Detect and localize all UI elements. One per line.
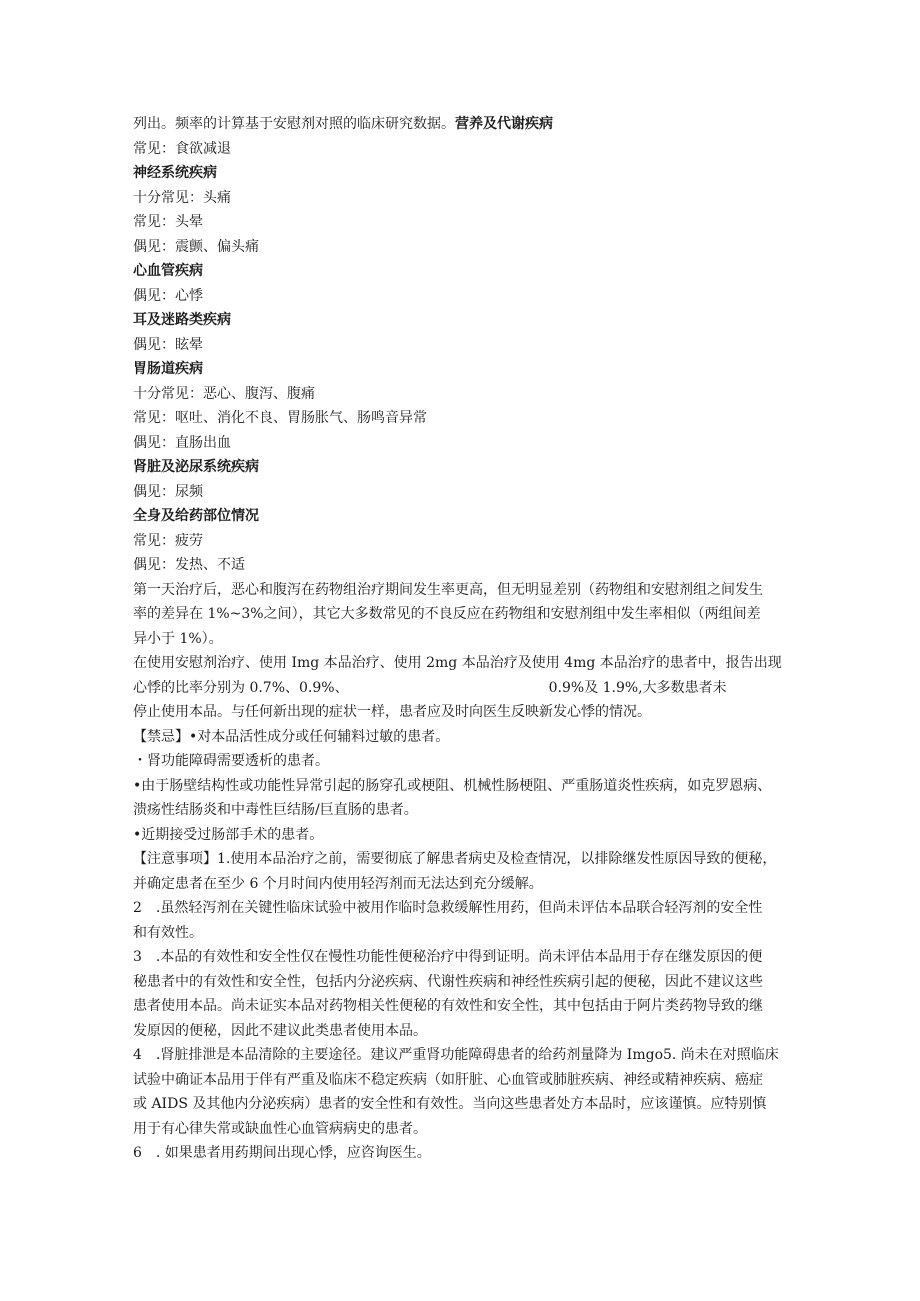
intro-text: 列出。频率的计算基于安慰剂对照的临床研究数据。 xyxy=(133,116,455,132)
precaution-line: 用于有心律失常或缺血性心血管病病史的患者。 xyxy=(133,1120,427,1137)
para1-line: 异小于 1%）。 xyxy=(133,630,223,647)
contraindication-line: 溃疡性结肠炎和中毒性巨结肠/巨直肠的患者。 xyxy=(133,802,418,818)
nervous-item: 十分常见：头痛 xyxy=(133,189,231,206)
para1-line: 第一天治疗后，恶心和腹泻在药物组治疗期间发生率更高，但无明显差别（药物组和安慰剂组之间发生 xyxy=(133,581,763,598)
general-item: 常见：疲劳 xyxy=(133,532,203,549)
para2-line xyxy=(133,676,803,701)
heading-ear: 耳及迷路类疾病 xyxy=(133,312,231,328)
precaution-line: 并确定患者在至少 6 个月时间内使用轻泻剂而无法达到充分缓解。 xyxy=(133,875,543,892)
para2-rates-a: 心悸的比率分别为 0.7%、0.9%、 xyxy=(133,679,349,696)
gi-item: 偶见：直肠出血 xyxy=(133,434,231,451)
precaution-line: 发原因的便秘，因此不建议此类患者使用本品。 xyxy=(133,1022,427,1039)
cardio-item: 偶见：心悸 xyxy=(133,287,203,304)
gi-item: 常见：呕吐、消化不良、胃肠胀气、肠鸣音异常 xyxy=(133,410,427,426)
contraindication-line: 【禁忌】•对本品活性成分或任何辅料过敏的患者。 xyxy=(133,728,450,745)
heading-gi: 胃肠道疾病 xyxy=(133,361,203,377)
general-item: 偶见：发热、不适 xyxy=(133,557,245,573)
precaution-line: 和有效性。 xyxy=(133,924,203,941)
heading-renal: 肾脏及泌尿系统疾病 xyxy=(133,459,259,475)
para2-line: 停止使用本品。与任何新出现的症状一样，患者应及时向医生反映新发心悸的情况。 xyxy=(133,704,651,720)
contraindication-line: ・肾功能障碍需要透析的患者。 xyxy=(133,753,329,769)
heading-metabolism: 营养及代谢疾病 xyxy=(455,116,553,132)
gi-item: 十分常见：恶心、腹泻、腹痛 xyxy=(133,385,315,402)
precaution-line: 试验中确证本品用于伴有严重及临床不稳定疾病（如肝脏、心血管或肺脏疾病、神经或精神疾病、癌症 xyxy=(133,1071,763,1088)
intro-line xyxy=(133,112,803,137)
heading-cardio: 心血管疾病 xyxy=(133,263,203,279)
precaution-line: 患者使用本品。尚未证实本品对药物相关性便秘的有效性和安全性，其中包括由于阿片类药物导致的继 xyxy=(133,998,763,1014)
contraindication-line: •由于肠壁结构性或功能性异常引起的肠穿孔或梗阻、机械性肠梗阻、严重肠道炎性疾病，如克罗恩病、 xyxy=(133,777,772,794)
heading-nervous: 神经系统疾病 xyxy=(133,165,217,181)
para1-line: 率的差异在 1%~3%之间），其它大多数常见的不良反应在药物组和安慰剂组中发生率相似（两组间差 xyxy=(133,606,761,622)
document-page xyxy=(133,112,803,1166)
precaution-line: 4 .肾脏排泄是本品清除的主要途径。建议严重肾功能障碍患者的给药剂量降为 Imgo5. 尚未在对照临床 xyxy=(133,1047,779,1063)
precaution-line: 秘患者中的有效性和安全性，包括内分泌疾病、代谢性疾病和神经性疾病引起的便秘，因此不建议这些 xyxy=(133,973,763,990)
precaution-line: 【注意事项】1.使用本品治疗之前，需要彻底了解患者病史及检查情况，以排除继发性原因导致的便秘， xyxy=(133,851,777,867)
heading-general: 全身及给药部位情况 xyxy=(133,508,259,524)
precaution-line: 2 .虽然轻泻剂在关键性临床试验中被用作临时急救缓解性用药，但尚未评估本品联合轻泻剂的安全性 xyxy=(133,900,763,916)
ear-item: 偶见：眩晕 xyxy=(133,336,203,353)
para2-line: 在使用安慰剂治疗、使用 Img 本品治疗、使用 2mg 本品治疗及使用 4mg 本品治疗的患者中，报告出现 xyxy=(133,655,782,671)
precaution-line: 3 .本品的有效性和安全性仅在慢性功能性便秘治疗中得到证明。尚未评估本品用于存在继发原因的便 xyxy=(133,949,763,965)
precaution-line: 6 . 如果患者用药期间出现心悸，应咨询医生。 xyxy=(133,1145,431,1161)
contraindication-line: •近期接受过肠部手术的患者。 xyxy=(133,826,324,843)
metabolism-item: 常见：食欲减退 xyxy=(133,140,231,157)
para2-rates-b: 0.9%及 1.9%,大多数患者未 xyxy=(548,679,727,696)
renal-item: 偶见：尿频 xyxy=(133,483,203,500)
nervous-item: 偶见：震颤、偏头痛 xyxy=(133,238,259,255)
precaution-line: 或 AIDS 及其他内分泌疾病）患者的安全性和有效性。当向这些患者处方本品时，应该谨慎。应特别慎 xyxy=(133,1096,767,1112)
nervous-item: 常见：头晕 xyxy=(133,214,203,230)
